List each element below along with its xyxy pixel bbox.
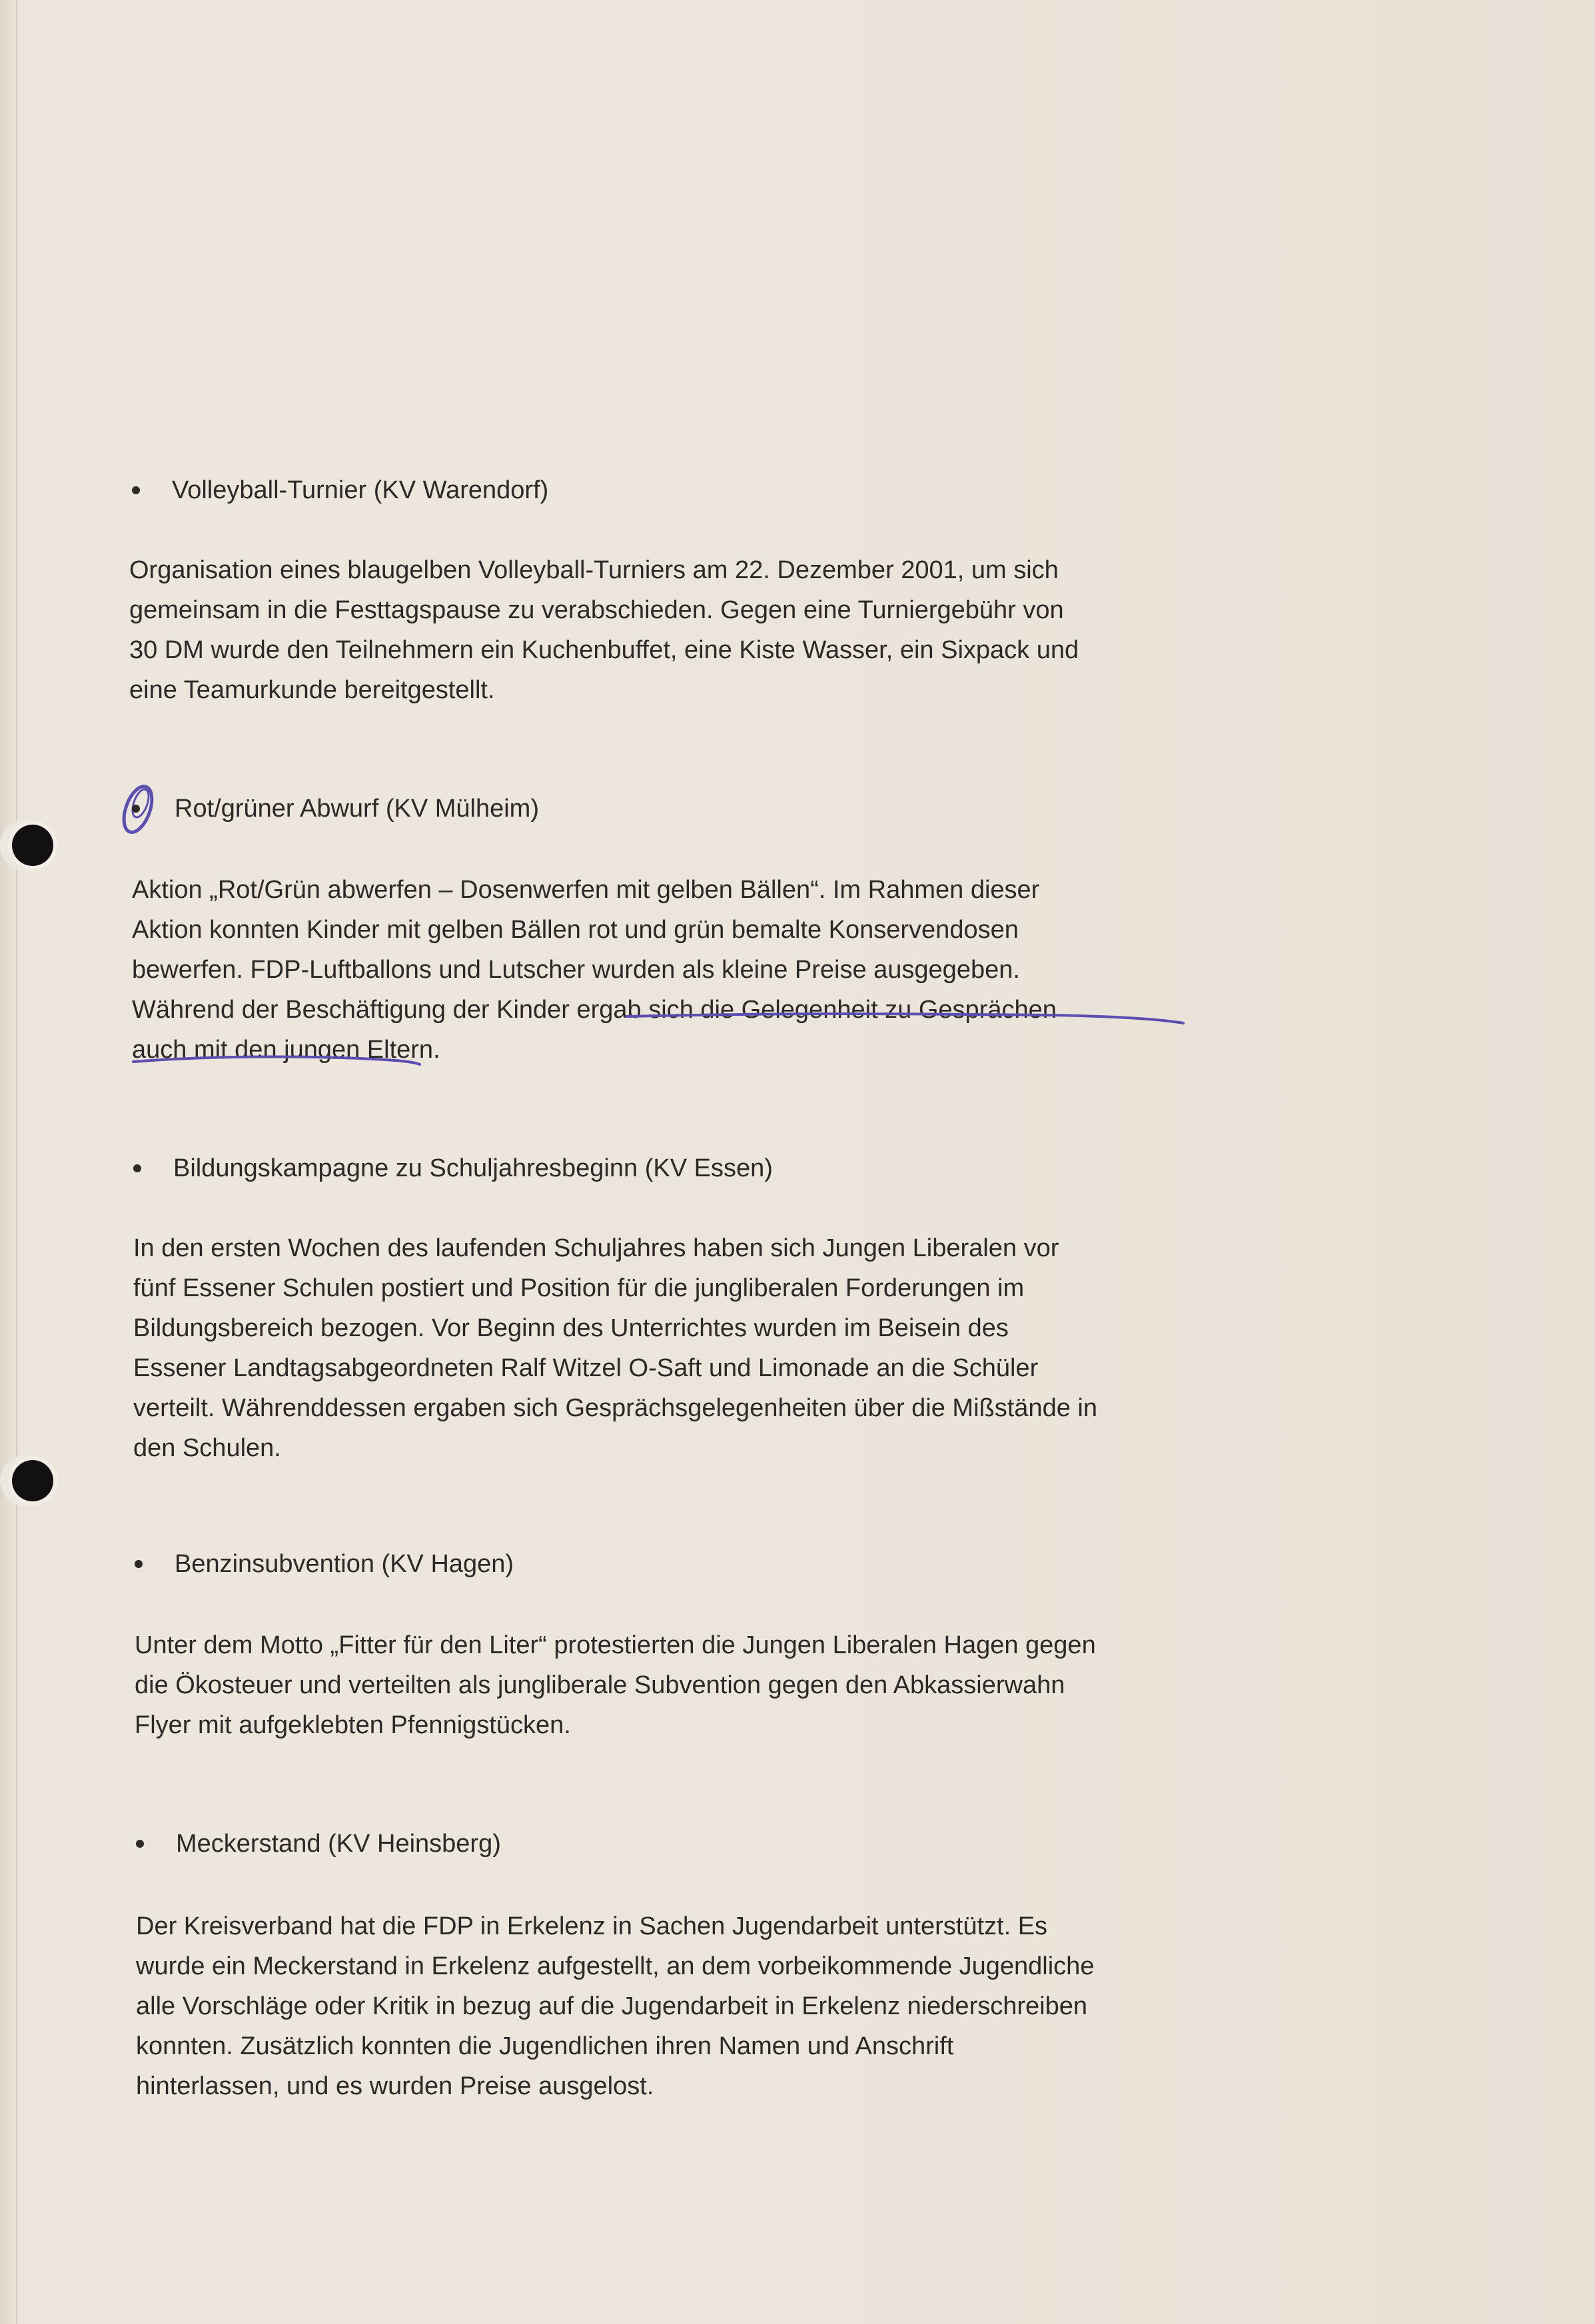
section-paragraph <box>133 1228 1097 1468</box>
section-heading <box>129 1549 514 1579</box>
paragraph-line: 30 DM wurde den Teilnehmern ein Kuchenbuffet, eine Kiste Wasser, ein Sixpack und <box>129 636 1079 664</box>
paragraph-line: eine Teamurkunde bereitgestellt. <box>129 676 495 704</box>
section-paragraph <box>129 550 1079 710</box>
section-heading-text: Bildungskampagne zu Schuljahresbeginn (KV Essen) <box>173 1154 773 1182</box>
section-heading-text: Rot/grüner Abwurf (KV Mülheim) <box>175 795 539 823</box>
bullet-icon <box>133 1164 141 1172</box>
paragraph-line: Organisation eines blaugelben Volleyball-Turniers am 22. Dezember 2001, um sich <box>129 556 1059 584</box>
paragraph-line: Der Kreisverband hat die FDP in Erkelenz in Sachen Jugendarbeit unterstützt. Es <box>136 1912 1048 1940</box>
section-heading-text: Benzinsubvention (KV Hagen) <box>175 1550 514 1578</box>
paragraph-line: Flyer mit aufgeklebten Pfennigstücken. <box>135 1711 571 1739</box>
section-paragraph <box>136 1906 1094 2106</box>
bullet-icon <box>132 805 140 813</box>
section-heading <box>128 1154 773 1183</box>
bullet-icon <box>135 1560 143 1568</box>
paragraph-line: den Schulen. <box>133 1434 281 1462</box>
paragraph-line: Aktion konnten Kinder mit gelben Bällen rot und grün bemalte Konservendosen <box>132 916 1019 944</box>
section-heading-text: Meckerstand (KV Heinsberg) <box>176 1830 501 1858</box>
handwritten-underline <box>120 999 1199 1072</box>
bullet-icon <box>136 1840 144 1848</box>
paragraph-line: gemeinsam in die Festtagspause zu verabschieden. Gegen eine Turniergebühr von <box>129 596 1064 624</box>
section-heading-text: Volleyball-Turnier (KV Warendorf) <box>172 476 549 504</box>
punch-hole-bottom <box>12 1460 53 1501</box>
paragraph-line: Unter dem Motto „Fitter für den Liter“ protestierten die Jungen Liberalen Hagen gegen <box>135 1631 1096 1659</box>
paragraph-line: Bildungsbereich bezogen. Vor Beginn des Unterrichtes wurden im Beisein des <box>133 1314 1009 1342</box>
paragraph-line: bewerfen. FDP-Luftballons und Lutscher wurden als kleine Preise ausgegeben. <box>132 956 1020 984</box>
paragraph-line: Essener Landtagsabgeordneten Ralf Witzel O-Saft und Limonade an die Schüler <box>133 1354 1039 1382</box>
section-heading <box>127 476 548 505</box>
paragraph-line: In den ersten Wochen des laufenden Schuljahres haben sich Jungen Liberalen vor <box>133 1234 1059 1262</box>
bullet-icon <box>132 486 140 494</box>
paragraph-line: alle Vorschläge oder Kritik in bezug auf die Jugendarbeit in Erkelenz niederschreiben <box>136 1992 1087 2020</box>
paragraph-line: Während der Beschäftigung der Kinder ergab sich die Gelegenheit zu Gesprächen <box>132 996 1057 1024</box>
paragraph-line: Aktion „Rot/Grün abwerfen – Dosenwerfen mit gelben Bällen“. Im Rahmen dieser <box>132 876 1040 904</box>
paragraph-line: wurde ein Meckerstand in Erkelenz aufgestellt, an dem vorbeikommende Jugendliche <box>136 1952 1095 1980</box>
paragraph-line: fünf Essener Schulen postiert und Position für die jungliberalen Forderungen im <box>133 1274 1025 1302</box>
paragraph-line: hinterlassen, und es wurden Preise ausgelost. <box>136 2072 654 2100</box>
section-paragraph <box>135 1625 1096 1745</box>
section-heading <box>127 794 539 823</box>
section-heading <box>131 1829 501 1858</box>
paragraph-line: die Ökosteuer und verteilten als jungliberale Subvention gegen den Abkassierwahn <box>135 1671 1065 1699</box>
binding-edge <box>16 0 17 2324</box>
paragraph-line: verteilt. Währenddessen ergaben sich Gesprächsgelegenheiten über die Mißstände in <box>133 1394 1097 1422</box>
punch-hole-top <box>12 825 53 866</box>
paragraph-line: konnten. Zusätzlich konnten die Jugendlichen ihren Namen und Anschrift <box>136 2032 954 2060</box>
paragraph-line: auch mit den jungen Eltern. <box>132 1036 440 1064</box>
